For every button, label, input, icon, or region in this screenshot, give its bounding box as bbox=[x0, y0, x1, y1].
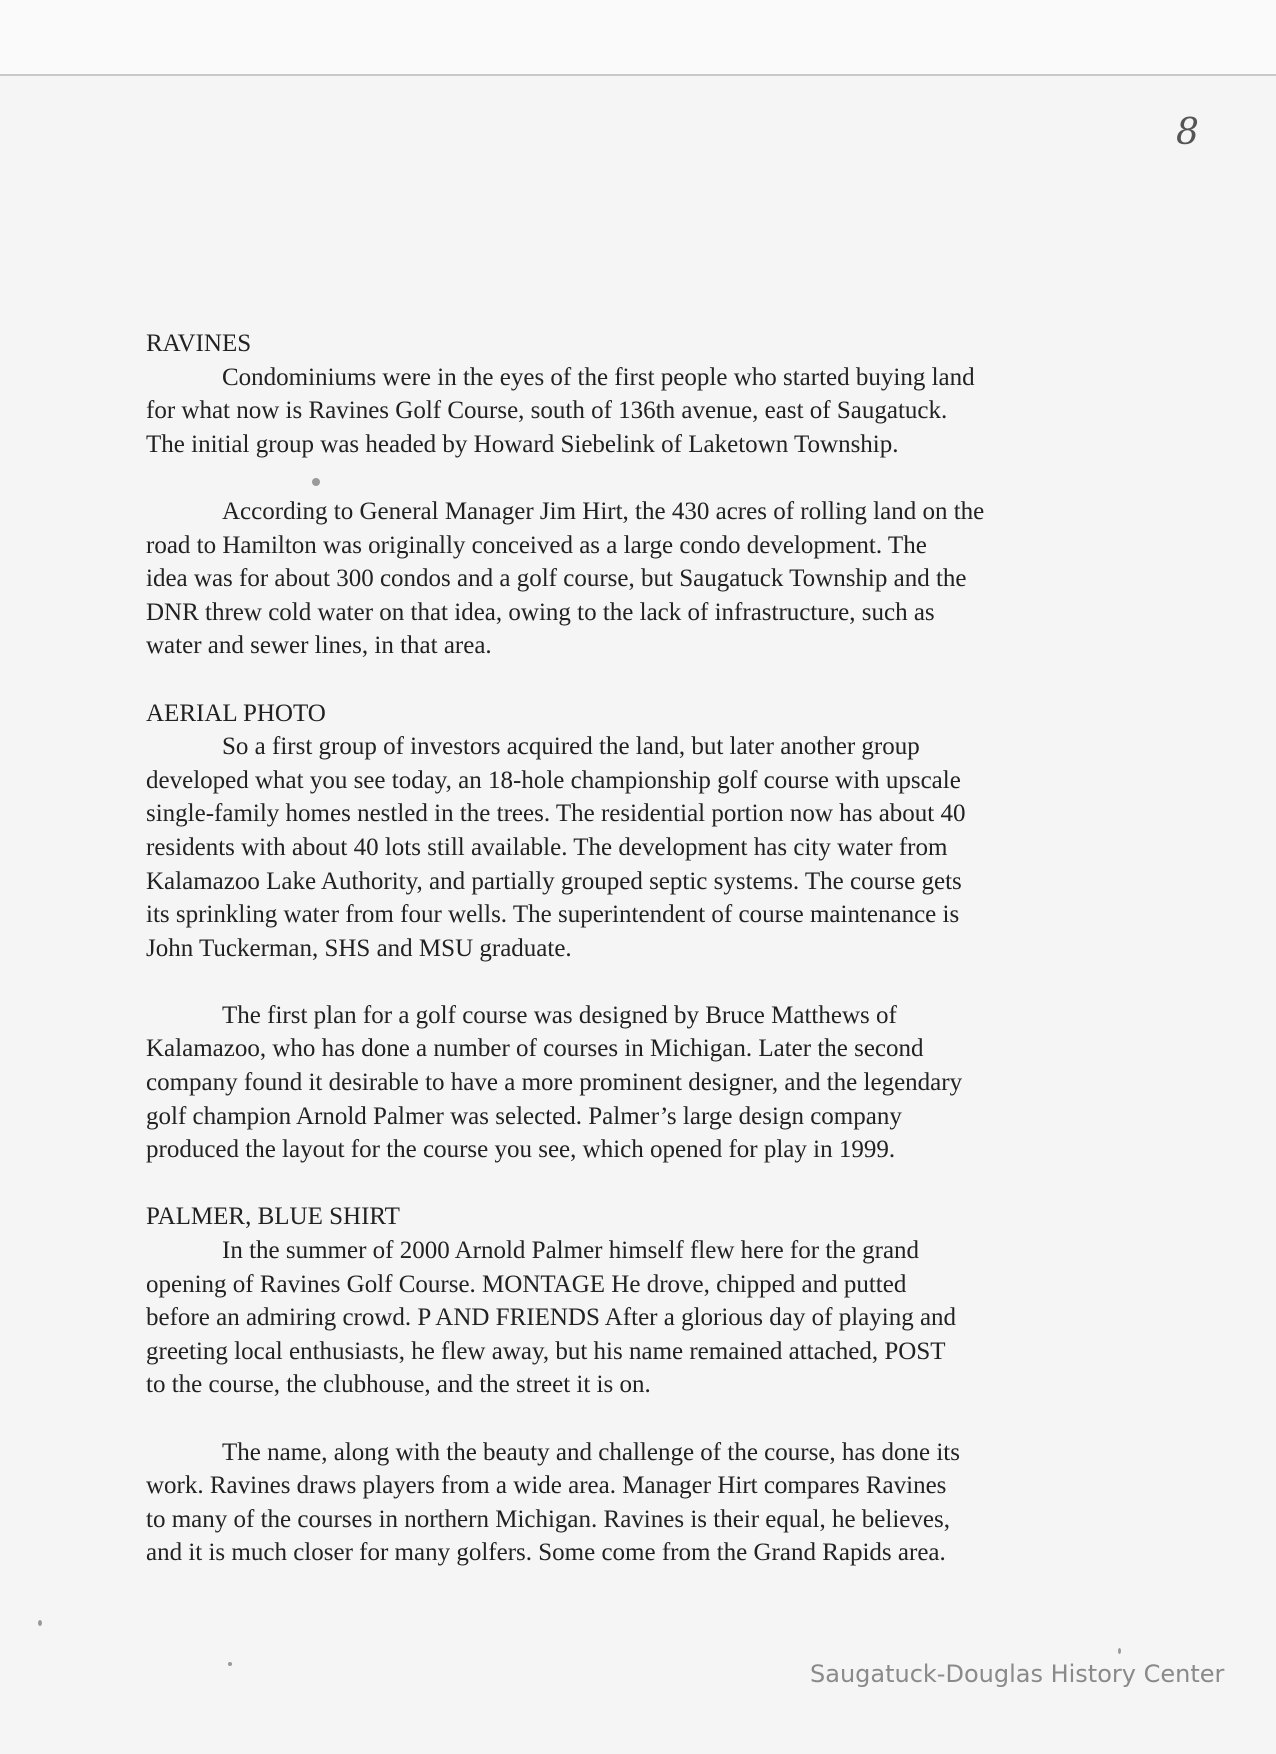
text-line: idea was for about 300 condos and a golf course, but Saugatuck Township and the bbox=[146, 565, 967, 593]
text-line: So a first group of investors acquired the land, but later another group bbox=[222, 733, 920, 761]
scanner-bed-margin bbox=[0, 0, 1276, 74]
text-line: The first plan for a golf course was designed by Bruce Matthews of bbox=[222, 1001, 897, 1029]
paragraph-2 bbox=[146, 495, 1136, 663]
text-line: developed what you see today, an 18-hole championship golf course with upscale bbox=[146, 766, 961, 794]
paragraph-5 bbox=[146, 1234, 1136, 1402]
text-line: to the course, the clubhouse, and the street it is on. bbox=[146, 1371, 651, 1399]
text-line: The name, along with the beauty and challenge of the course, has done its bbox=[222, 1438, 960, 1466]
text-line: company found it desirable to have a more prominent designer, and the legendary bbox=[146, 1069, 963, 1097]
text-line: Condominiums were in the eyes of the first people who started buying land bbox=[222, 363, 975, 391]
history-center-watermark: Saugatuck-Douglas History Center bbox=[810, 1660, 1225, 1688]
text-line: and it is much closer for many golfers. Some come from the Grand Rapids area. bbox=[146, 1539, 946, 1567]
text-line: In the summer of 2000 Arnold Palmer himself flew here for the grand bbox=[222, 1237, 920, 1265]
paragraph-1 bbox=[146, 361, 1136, 462]
paragraph-4 bbox=[146, 999, 1136, 1167]
text-line: opening of Ravines Golf Course. MONTAGE He drove, chipped and putted bbox=[146, 1270, 907, 1298]
text-line: before an admiring crowd. P AND FRIENDS After a glorious day of playing and bbox=[146, 1304, 957, 1332]
handwritten-page-number: 8 bbox=[1176, 112, 1199, 153]
scan-speck bbox=[38, 1620, 42, 1626]
text-line: The initial group was headed by Howard Siebelink of Laketown Township. bbox=[146, 430, 899, 458]
text-line: Kalamazoo, who has done a number of courses in Michigan. Later the second bbox=[146, 1035, 924, 1063]
scan-speck bbox=[1118, 1648, 1121, 1654]
text-line: to many of the courses in northern Michigan. Ravines is their equal, he believes, bbox=[146, 1505, 950, 1533]
section-heading-palmer-blue-shirt: PALMER, BLUE SHIRT bbox=[146, 1203, 400, 1231]
scan-speck bbox=[228, 1662, 232, 1666]
document-body bbox=[146, 327, 1136, 1570]
text-line: greeting local enthusiasts, he flew away, but his name remained attached, POST bbox=[146, 1337, 946, 1365]
paragraph-6 bbox=[146, 1436, 1136, 1570]
text-line: produced the layout for the course you see, which opened for play in 1999. bbox=[146, 1136, 896, 1164]
text-line: DNR threw cold water on that idea, owing to the lack of infrastructure, such as bbox=[146, 598, 935, 626]
text-line: According to General Manager Jim Hirt, the 430 acres of rolling land on the bbox=[222, 497, 985, 525]
section-heading-aerial-photo: AERIAL PHOTO bbox=[146, 699, 326, 727]
text-line: its sprinkling water from four wells. The superintendent of course maintenance is bbox=[146, 901, 960, 929]
text-line: residents with about 40 lots still available. The development has city water from bbox=[146, 833, 948, 861]
text-line: water and sewer lines, in that area. bbox=[146, 632, 492, 660]
text-line: John Tuckerman, SHS and MSU graduate. bbox=[146, 934, 572, 962]
text-line: for what now is Ravines Golf Course, south of 136th avenue, east of Saugatuck. bbox=[146, 397, 948, 425]
paragraph-3 bbox=[146, 730, 1136, 965]
section-heading-ravines: RAVINES bbox=[146, 330, 252, 357]
text-line: work. Ravines draws players from a wide area. Manager Hirt compares Ravines bbox=[146, 1472, 947, 1500]
text-line: road to Hamilton was originally conceived as a large condo development. The bbox=[146, 531, 927, 559]
text-line: Kalamazoo Lake Authority, and partially grouped septic systems. The course gets bbox=[146, 867, 962, 895]
scan-speck bbox=[312, 478, 320, 486]
text-line: golf champion Arnold Palmer was selected. Palmer’s large design company bbox=[146, 1102, 902, 1130]
text-line: single-family homes nestled in the trees. The residential portion now has about 40 bbox=[146, 800, 966, 828]
